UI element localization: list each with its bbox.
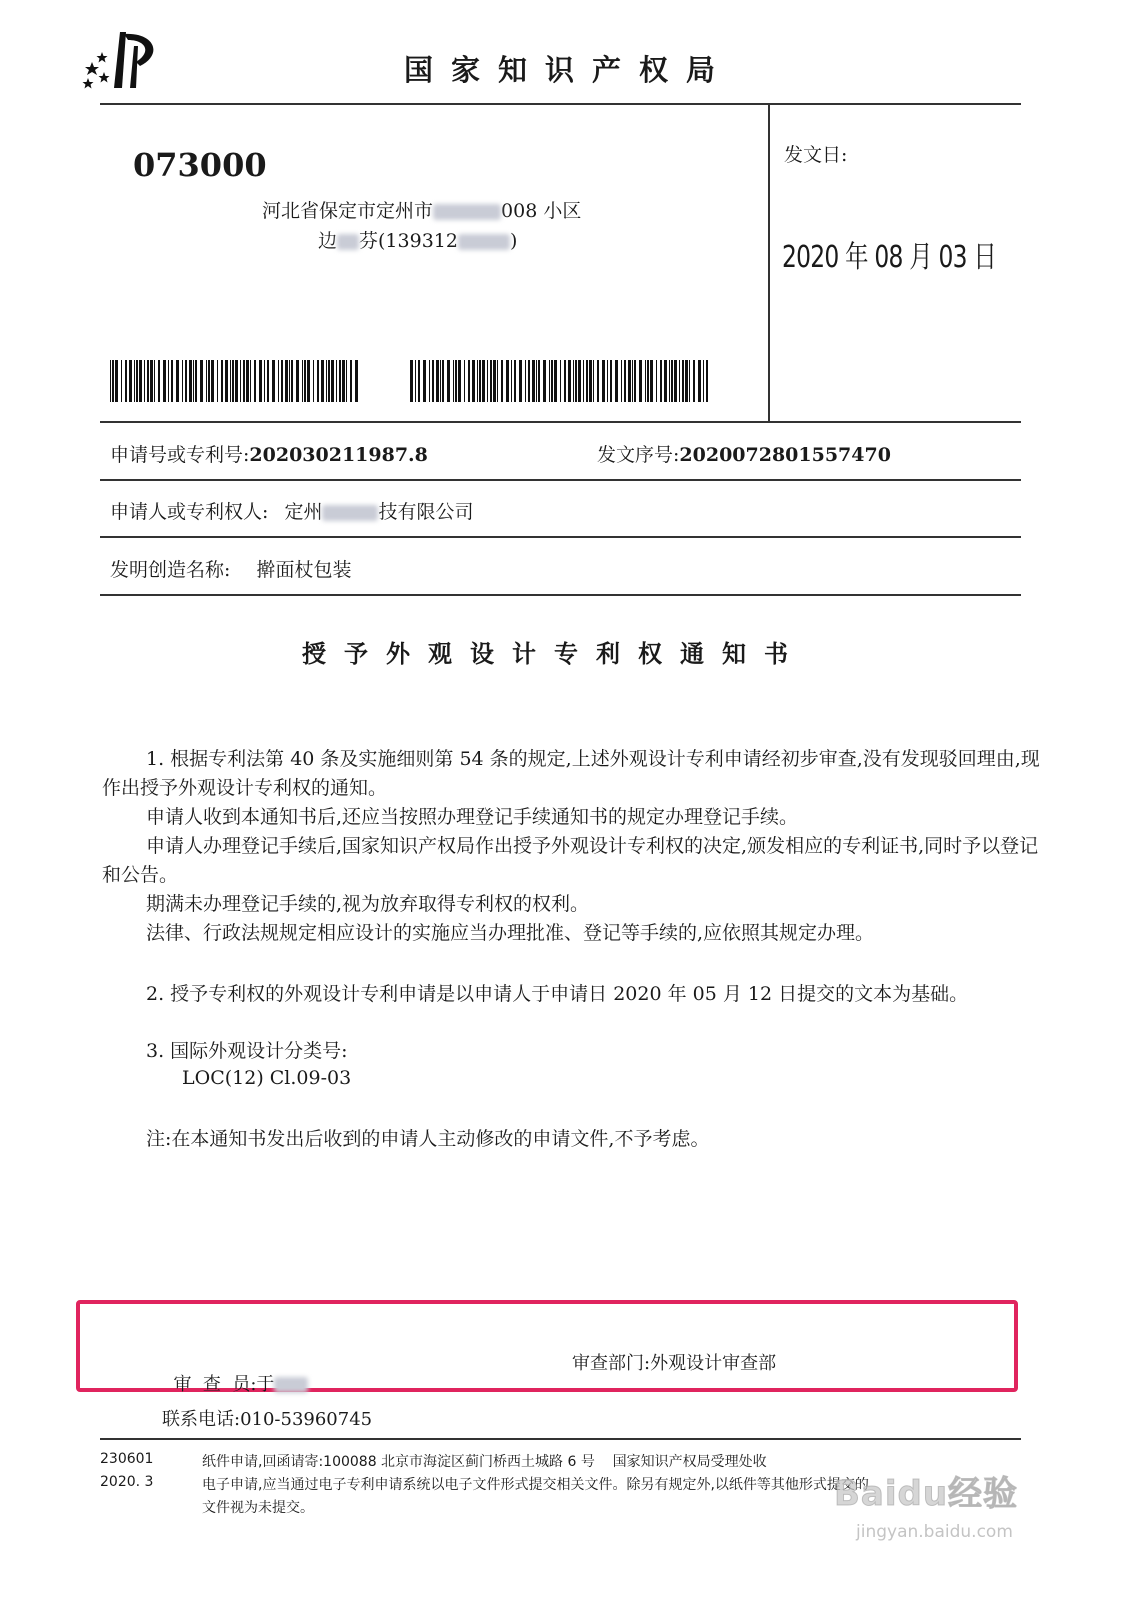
barcode-bar [511,360,512,402]
row-divider-4 [100,594,1021,596]
barcode-bar [632,360,633,402]
barcode-bar [538,360,540,402]
barcode-bar [264,360,265,402]
barcode-bar [339,360,341,402]
barcode-bar [482,360,485,402]
barcode-bar [206,360,207,402]
office-name: 国家知识产权局 [404,53,734,87]
date-column-divider [768,103,770,423]
barcode-bar [208,360,210,402]
barcode-bar [639,360,642,402]
barcode-bar [501,360,503,402]
barcode-bar [477,360,478,402]
barcode-bar [246,360,249,402]
contact-phone: 联系电话:010-53960745 [162,1409,373,1430]
barcode-bar [560,360,561,402]
paragraph-7: 3. 国际外观设计分类号: [146,1040,348,1062]
barcode-bar [703,360,704,402]
barcode-bar [158,360,160,402]
footer-line-2: 电子申请,应当通过电子专利申请系统以电子文件形式提交相关文件。除另有规定外,以纸件等其他形式提交的 [202,1477,869,1493]
barcode-bar [447,360,450,402]
row-divider-1 [100,421,1021,423]
barcode-bar [458,360,461,402]
barcode-bar [415,360,416,402]
barcode-bar [243,360,245,402]
barcode-bar [525,360,526,402]
header-divider [100,103,1021,105]
barcode-bar [549,360,550,402]
barcode-bar [589,360,592,402]
barcode-bar [656,360,657,402]
barcode-bar [285,360,288,402]
application-no-row [110,440,428,467]
barcode-bar [624,360,626,402]
barcode-bar [342,360,345,402]
barcode-bar [564,360,566,402]
barcode-bar [602,360,605,402]
paragraph-3: 申请人办理登记手续后,国家知识产权局作出授予外观设计专利权的决定,颁发相应的专利证书,同时予以登记和公告。 [102,835,1039,886]
paragraph-6: 2. 授予专利权的外观设计专利申请是以申请人于申请日 2020 年 05 月 12 日提交的文本为基础。 [146,983,969,1005]
application-no-label: 申请号或专利号: [110,444,250,466]
barcode-bar [217,360,218,402]
redacted-company [322,505,378,521]
barcode-bar [125,360,127,402]
barcode-bar [110,360,111,402]
barcode-bar [554,360,557,402]
barcode-bar [350,360,352,402]
design-name-row [110,555,351,582]
applicant-prefix: 定州 [284,501,323,523]
barcode-bar [679,360,680,402]
barcode-bar [664,360,667,402]
barcode-bar [464,360,465,402]
recipient-contact [318,226,517,253]
design-name: 擀面杖包装 [256,559,352,581]
barcode-bar [575,360,577,402]
barcode-bar [432,360,434,402]
barcode-bar [250,360,251,402]
barcode-bar [278,360,279,402]
barcode-bar [225,360,228,402]
barcode-bar [453,360,454,402]
paragraph-5: 法律、行政法规规定相应设计的实施应当办理批准、登记等手续的,应依照其规定办理。 [146,922,875,944]
serial-no: 2020072801557470 [679,444,891,466]
barcode-right [410,360,712,402]
barcode-bar [200,360,203,402]
barcode-bar [112,360,114,402]
barcode-bar [163,360,166,402]
applicant-label: 申请人或专利权人: [110,501,269,523]
form-code: 230601 [100,1451,154,1467]
barcode-bar [493,360,496,402]
barcode-bar [254,360,256,402]
barcode-bar [607,360,608,402]
barcode-bar [129,360,132,402]
watermark-brand: Baidu经验 [834,1474,1019,1514]
barcode-bar [586,360,588,402]
barcode-bar [573,360,574,402]
address-suffix: 008 小区 [501,200,582,222]
barcode-bar [313,360,314,402]
barcode-bar [693,360,695,402]
barcode-bar [193,360,194,402]
footer-line-1: 纸件申请,回函请寄:100088 北京市海淀区蓟门桥西土城路 6 号 国家知识产权局受理处收 [202,1454,767,1470]
serial-no-label: 发文序号: [597,444,680,466]
redacted-examiner [274,1377,308,1393]
barcode-bar [321,360,324,402]
barcode-bar [429,360,430,402]
barcode-bar [671,360,673,402]
barcode-bar [304,360,306,402]
barcode-bar [615,360,618,402]
barcode-bar [289,360,290,402]
examiner-label: 审 查 员: [173,1374,257,1395]
barcode-bar [455,360,457,402]
barcode-bar [610,360,612,402]
barcode-bar [317,360,319,402]
barcode-bar [593,360,594,402]
contact-prefix: 边 [318,230,338,252]
applicant-suffix: 技有限公司 [378,501,474,523]
paragraph-1: 1. 根据专利法第 40 条及实施细则第 54 条的规定,上述外观设计专利申请经初步审查,没有发现驳回理由,现作出授予外观设计专利权的通知。 [102,748,1040,799]
barcode-bar [331,360,334,402]
barcode-bar [230,360,231,402]
row-divider-2 [100,479,1021,481]
barcode-bar [650,360,653,402]
dispatch-date-value: 2020 年 08 月 03 日 [782,240,997,275]
barcode-bar [189,360,192,402]
barcode-bar [115,360,118,402]
department-name: 外观设计审查部 [650,1353,777,1374]
footer-divider [100,1438,1021,1440]
barcode-bar [472,360,475,402]
barcode-bar [355,360,358,402]
barcode-bar [536,360,537,402]
serial-no-row [597,440,891,467]
dispatch-date-label: 发文日: [784,144,848,166]
barcode-bar [514,360,516,402]
barcode-bar [674,360,677,402]
footer-line-3: 文件视为未提交。 [202,1500,314,1516]
barcode-bar [154,360,155,402]
department-label: 审查部门: [572,1353,651,1374]
barcode-bar [551,360,553,402]
barcode-bar [176,360,179,402]
contact-end: ) [509,230,518,252]
recipient-address [262,196,581,223]
barcode-bar [291,360,293,402]
barcode-bar [532,360,535,402]
postcode: 073000 [133,146,267,184]
contact-mid: 芬(139312 [359,230,458,252]
barcode-bar [528,360,530,402]
form-version: 2020. 3 [100,1474,154,1490]
application-no: 202030211987.8 [249,444,428,466]
barcode-bar [296,360,299,402]
barcode-bar [302,360,303,402]
barcode-bar [267,360,269,402]
barcode-bar [479,360,481,402]
barcode-bar [506,360,509,402]
barcode-bar [634,360,636,402]
barcode-bar [121,360,122,402]
barcode-bar [621,360,622,402]
paragraph-4: 期满未办理登记手续的,视为放弃取得专利权的权利。 [146,893,590,915]
barcode-bar [211,360,214,402]
barcode-bar [168,360,169,402]
barcode-bar [281,360,283,402]
examiner-row [162,1349,308,1396]
barcode-bar [139,360,142,402]
barcode-bar [543,360,546,402]
barcode-bar [259,360,262,402]
examiner-prefix: 于 [256,1374,275,1395]
barcode-bar [144,360,145,402]
barcode-bar [669,360,670,402]
barcode-bar [497,360,498,402]
barcode-bar [682,360,684,402]
row-divider-3 [100,536,1021,538]
barcode-bar [240,360,241,402]
barcode-bar [698,360,701,402]
barcode-bar [185,360,187,402]
barcode-bar [706,360,708,402]
barcode-bar [147,360,149,402]
barcode-bar [235,360,238,402]
barcode-bar [440,360,441,402]
barcode-bar [568,360,571,402]
barcode-bar [647,360,649,402]
note-paragraph: 注:在本通知书发出后收到的申请人主动修改的申请文件,不予考虑。 [146,1128,710,1150]
barcode-bar [221,360,223,402]
barcode-bar [578,360,581,402]
barcode-bar [583,360,584,402]
redacted-phone [458,234,510,250]
barcode-bar [597,360,599,402]
barcode-bar [326,360,327,402]
barcode-bar [423,360,426,402]
barcode-bar [134,360,135,402]
notice-title: 授予外观设计专利权通知书 [302,640,806,668]
barcode-bar [346,360,347,402]
barcode-bar [468,360,470,402]
barcode-bar [490,360,492,402]
barcode-bar [195,360,197,402]
barcode-bar [336,360,337,402]
cnipa-logo [80,28,166,92]
paragraph-2: 申请人收到本通知书后,还应当按照办理登记手续通知书的规定办理登记手续。 [146,806,799,828]
barcode-bar [519,360,522,402]
barcode-bar [232,360,234,402]
barcode-bar [645,360,646,402]
barcode-bar [272,360,275,402]
barcode-bar [307,360,310,402]
barcode-left [110,360,360,402]
redacted-name [337,234,359,250]
barcode-bar [171,360,173,402]
watermark-url: jingyan.baidu.com [856,1522,1013,1542]
classification-code: LOC(12) Cl.09-03 [182,1067,352,1089]
barcode-bar [182,360,183,402]
barcode-bar [150,360,153,402]
barcode-bar [487,360,488,402]
barcode-bar [689,360,690,402]
barcode-bar [136,360,138,402]
barcode-bar [442,360,444,402]
barcode-bar [418,360,420,402]
barcode-bar [685,360,688,402]
barcode-bar [328,360,330,402]
barcode-bar [410,360,413,402]
barcode-bar [436,360,439,402]
redacted-address [433,204,501,220]
design-name-label: 发明创造名称: [110,559,231,581]
barcode-bar [628,360,631,402]
barcode-bar [660,360,662,402]
applicant-row [110,497,473,524]
department-row [572,1349,776,1375]
address-prefix: 河北省保定市定州市 [262,200,434,222]
